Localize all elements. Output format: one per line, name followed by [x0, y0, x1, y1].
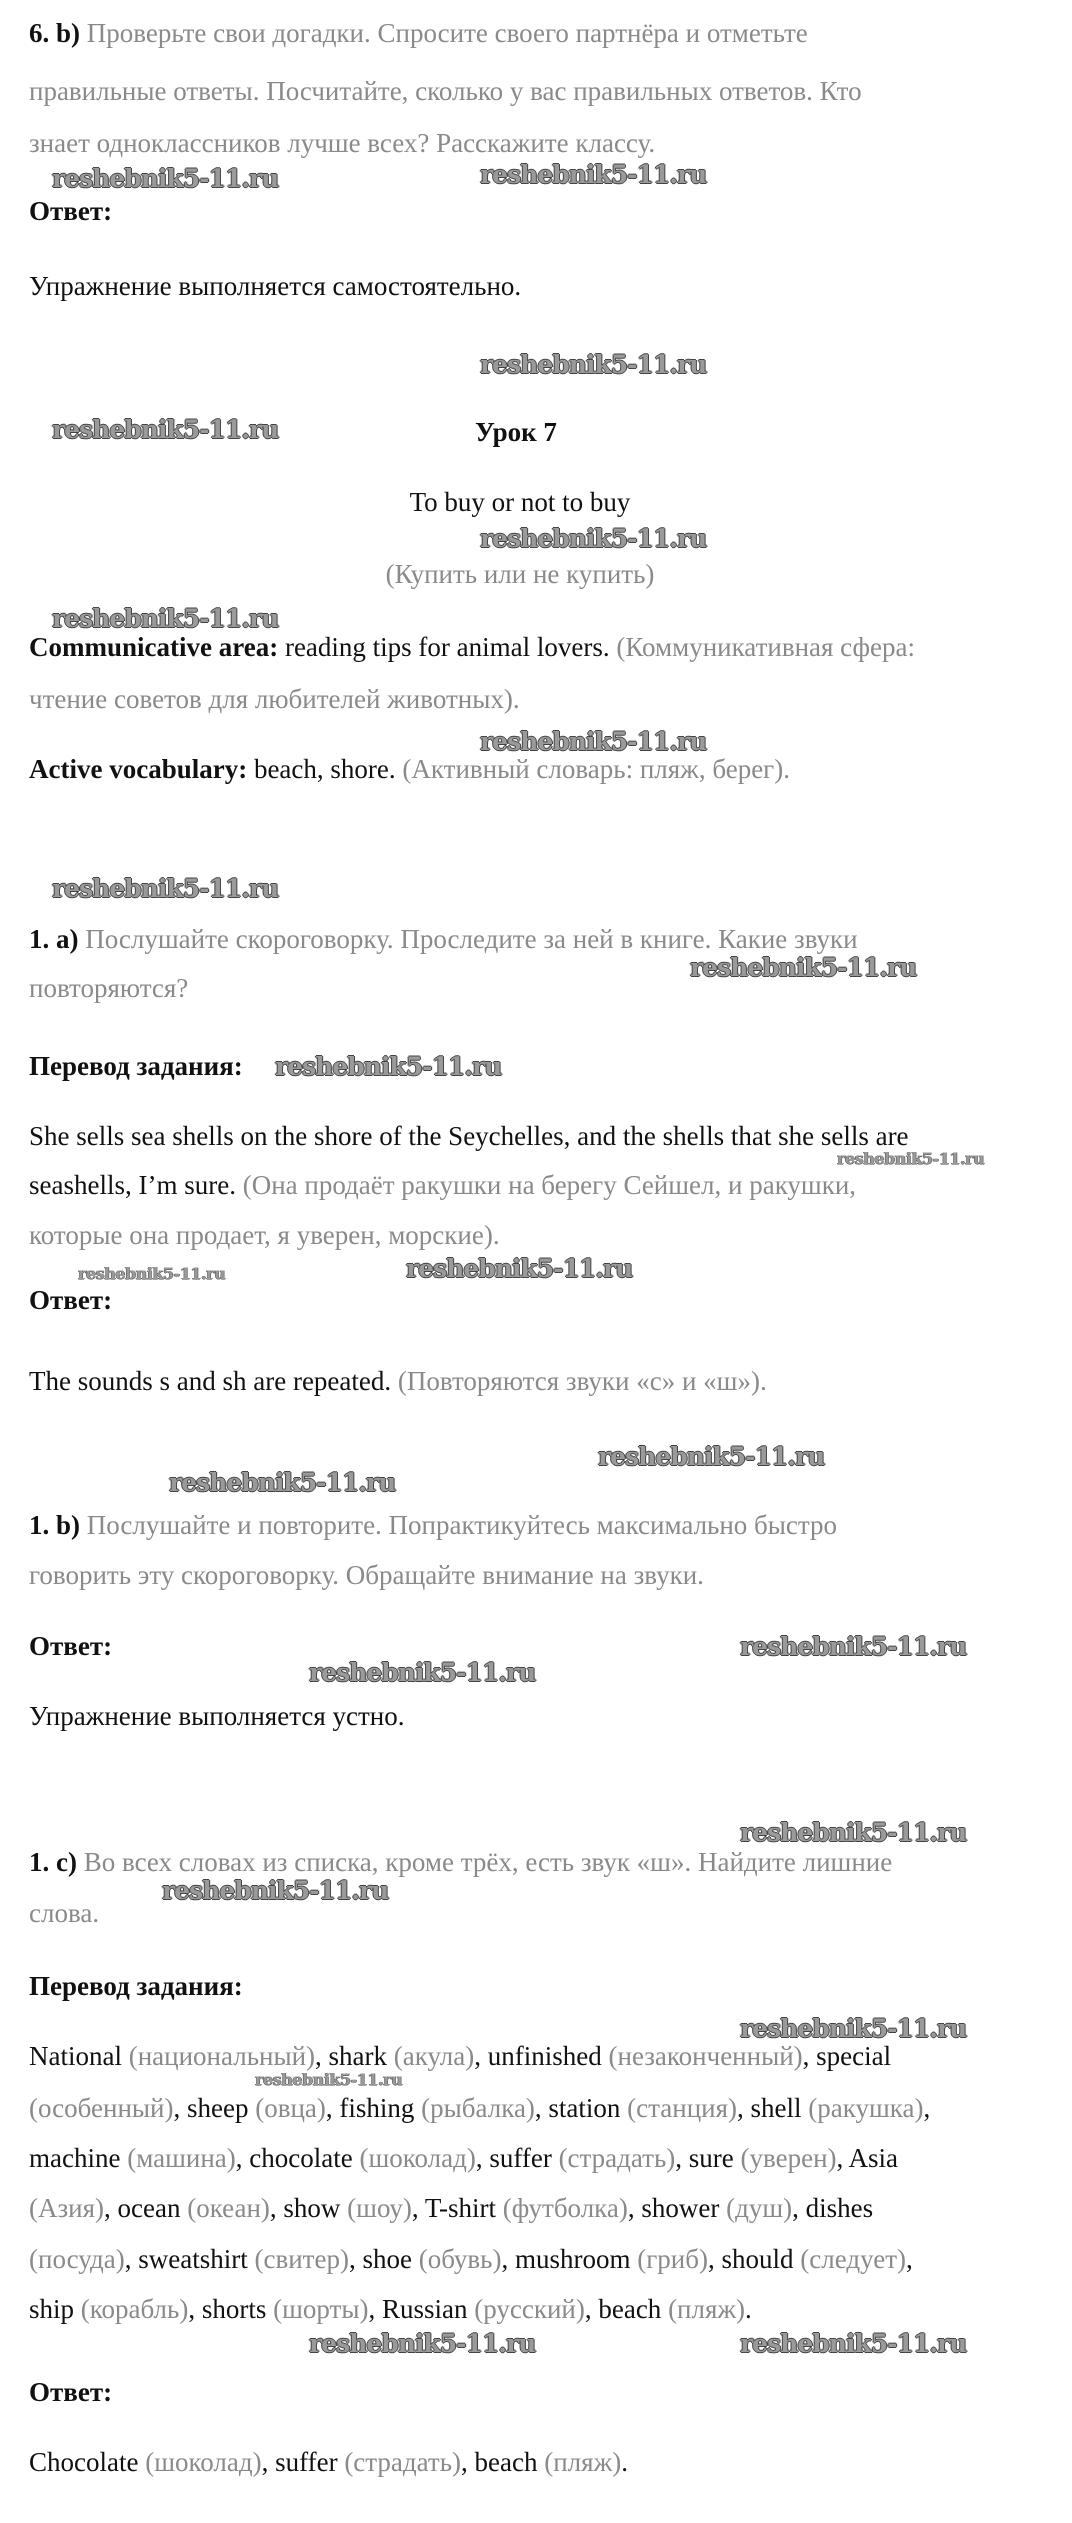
watermark: reshebnik5-11.ru — [598, 1442, 825, 1471]
translation-text: правильные ответы. Посчитайте, сколько у вас правильных ответов. Кто — [29, 76, 862, 106]
text-line — [29, 77, 862, 105]
main-text: . — [745, 2294, 752, 2324]
main-text: , fishing — [325, 2093, 415, 2123]
watermark: reshebnik5-11.ru — [52, 604, 279, 633]
translation-text: (шоколад) — [352, 2143, 476, 2173]
main-text: Chocolate — [29, 2447, 139, 2477]
main-text: , should — [707, 2244, 794, 2274]
watermark: reshebnik5-11.ru — [480, 727, 707, 756]
bold-label: 1. c) — [29, 1847, 77, 1877]
translation-text: Послушайте и повторите. Попрактикуйтесь максимально быстро — [80, 1510, 838, 1540]
text-line — [29, 1899, 99, 1927]
watermark: reshebnik5-11.ru — [690, 953, 917, 982]
text-line — [29, 1221, 500, 1249]
main-text: Упражнение выполняется устно. — [29, 1701, 405, 1731]
translation-text: (машина) — [120, 2143, 236, 2173]
text-line — [29, 925, 858, 953]
translation-text: слова. — [29, 1898, 100, 1928]
bold-label: Communicative area: — [29, 632, 279, 662]
translation-text: (шорты) — [266, 2294, 369, 2324]
text-line — [29, 633, 915, 661]
bold-label: Ответ: — [29, 1285, 113, 1315]
translation-text: (пляж) — [661, 2294, 746, 2324]
watermark: reshebnik5-11.ru — [52, 164, 279, 193]
bold-label: 1. b) — [29, 1510, 81, 1540]
translation-text: (акула) — [387, 2041, 475, 2071]
main-text: , station — [534, 2093, 621, 2123]
watermark: reshebnik5-11.ru — [740, 2329, 967, 2358]
translation-text: чтение советов для любителей животных). — [29, 684, 520, 714]
main-text: , shorts — [188, 2294, 267, 2324]
translation-text: (шоколад) — [138, 2447, 262, 2477]
lesson-title — [475, 418, 557, 446]
main-text: , show — [269, 2193, 341, 2223]
bold-label: Перевод задания: — [29, 1051, 243, 1081]
main-text: , — [923, 2093, 931, 2123]
main-text: , suffer — [475, 2143, 552, 2173]
answer-heading — [29, 1286, 112, 1314]
translation-text: (Азия) — [29, 2193, 105, 2223]
translation-text: (свитер) — [247, 2244, 349, 2274]
watermark: reshebnik5-11.ru — [837, 1149, 985, 1168]
answer-heading — [29, 197, 112, 225]
main-text: machine — [29, 2143, 121, 2173]
bold-label: Перевод задания: — [29, 1971, 243, 2001]
translation-heading — [29, 1052, 243, 1080]
translation-text: (посуда) — [29, 2244, 125, 2274]
bold-label: 1. a) — [29, 924, 79, 954]
watermark: reshebnik5-11.ru — [255, 2070, 403, 2089]
main-text: She sells sea shells on the shore of the Seychelles, and the shells that she sells are — [29, 1121, 909, 1151]
translation-text: (Она продаёт ракушки на берегу Сейшел, и ракушки, — [235, 1170, 857, 1200]
translation-text: (пляж) — [537, 2447, 622, 2477]
main-text: , suffer — [261, 2447, 338, 2477]
text-line — [29, 2448, 628, 2476]
translation-text: (футболка) — [495, 2193, 628, 2223]
text-line — [29, 2245, 913, 2273]
bold-label: Ответ: — [29, 2377, 113, 2407]
main-text: ship — [29, 2294, 75, 2324]
main-text: , unfinished — [474, 2041, 602, 2071]
translation-text: Проверьте свои догадки. Спросите своего партнёра и отметьте — [80, 18, 808, 48]
translation-text: (Коммуникативная сфера: — [609, 632, 915, 662]
translation-text: (душ) — [719, 2193, 793, 2223]
text-line — [29, 1171, 856, 1199]
watermark: reshebnik5-11.ru — [480, 350, 707, 379]
translation-text: (океан) — [180, 2193, 270, 2223]
main-text: , shark — [315, 2041, 388, 2071]
text-line — [29, 2042, 891, 2070]
answer-heading — [29, 1632, 112, 1660]
translation-text: говорить эту скороговорку. Обращайте внимание на звуки. — [29, 1560, 704, 1590]
text-line — [29, 1702, 404, 1730]
watermark: reshebnik5-11.ru — [52, 874, 279, 903]
main-text: , ocean — [104, 2193, 181, 2223]
watermark: reshebnik5-11.ru — [480, 524, 707, 553]
main-text: , sheep — [173, 2093, 249, 2123]
translation-text: знает одноклассников лучше всех? Расскажите классу. — [29, 128, 656, 158]
main-text: , special — [802, 2041, 892, 2071]
main-text: , shell — [737, 2093, 802, 2123]
main-text: The sounds s and sh are repeated. — [29, 1366, 392, 1396]
main-text: , chocolate — [235, 2143, 353, 2173]
translation-text: (незаконченный) — [601, 2041, 803, 2071]
main-text: , shoe — [348, 2244, 412, 2274]
main-text: reading tips for animal lovers. — [278, 632, 610, 662]
lesson-subtitle-translation — [386, 560, 655, 588]
main-text: , sweatshirt — [124, 2244, 248, 2274]
main-text: To buy or not to buy — [409, 487, 631, 517]
translation-text: (русский) — [467, 2294, 585, 2324]
main-text: , beach — [461, 2447, 538, 2477]
translation-text: (станция) — [620, 2093, 738, 2123]
translation-text: (гриб) — [630, 2244, 708, 2274]
main-text: , shower — [627, 2193, 720, 2223]
main-text: , mushroom — [501, 2244, 631, 2274]
translation-text: (национальный) — [121, 2041, 316, 2071]
text-line — [29, 2094, 930, 2122]
bold-label: Урок 7 — [475, 417, 557, 447]
main-text: , T-shirt — [411, 2193, 496, 2223]
text-line — [29, 755, 790, 783]
translation-heading — [29, 1972, 243, 2000]
text-line — [29, 1561, 704, 1589]
translation-text: Послушайте скороговорку. Проследите за ней в книге. Какие звуки — [78, 924, 858, 954]
bold-label: Ответ: — [29, 1631, 113, 1661]
main-text: National — [29, 2041, 122, 2071]
main-text: , — [905, 2244, 913, 2274]
text-line — [29, 1367, 767, 1395]
translation-text: (ракушка) — [801, 2093, 924, 2123]
text-line — [29, 2194, 873, 2222]
translation-text: (страдать) — [551, 2143, 676, 2173]
translation-text: (Повторяются звуки «с» и «ш»). — [391, 1366, 767, 1396]
watermark: reshebnik5-11.ru — [740, 1632, 967, 1661]
text-line — [29, 272, 521, 300]
main-text: seashells, I’m sure. — [29, 1170, 236, 1200]
main-text: , dishes — [792, 2193, 874, 2223]
translation-text: (Активный словарь: пляж, берег). — [395, 754, 790, 784]
text-line — [29, 974, 188, 1002]
translation-text: (особенный) — [29, 2093, 174, 2123]
watermark: reshebnik5-11.ru — [78, 1264, 226, 1283]
main-text: , beach — [584, 2294, 662, 2324]
bold-label: Ответ: — [29, 196, 113, 226]
text-line — [29, 2295, 752, 2323]
main-text: , Russian — [368, 2294, 468, 2324]
watermark: reshebnik5-11.ru — [480, 160, 707, 189]
main-text: , Asia — [836, 2143, 899, 2173]
translation-text: (следует) — [793, 2244, 906, 2274]
translation-text: (рыбалка) — [414, 2093, 535, 2123]
text-line — [29, 1511, 837, 1539]
translation-text: (шоу) — [340, 2193, 412, 2223]
main-text: . — [621, 2447, 628, 2477]
translation-text: (страдать) — [337, 2447, 462, 2477]
translation-text: Во всех словах из списка, кроме трёх, есть звук «ш». Найдите лишние — [76, 1847, 893, 1877]
watermark: reshebnik5-11.ru — [162, 1876, 389, 1905]
watermark: reshebnik5-11.ru — [275, 1052, 502, 1081]
translation-text: (Купить или не купить) — [385, 559, 655, 589]
main-text: Упражнение выполняется самостоятельно. — [29, 271, 522, 301]
watermark: reshebnik5-11.ru — [309, 1658, 536, 1687]
text-line — [29, 19, 808, 47]
translation-text: (корабль) — [74, 2294, 189, 2324]
lesson-subtitle — [410, 488, 631, 516]
text-line — [29, 2144, 898, 2172]
main-text: , sure — [675, 2143, 734, 2173]
translation-text: (обувь) — [411, 2244, 502, 2274]
translation-text: (овца) — [248, 2093, 326, 2123]
watermark: reshebnik5-11.ru — [309, 2329, 536, 2358]
translation-text: повторяются? — [29, 973, 189, 1003]
watermark: reshebnik5-11.ru — [52, 415, 279, 444]
translation-text: (уверен) — [733, 2143, 837, 2173]
main-text: beach, shore. — [247, 754, 396, 784]
watermark: reshebnik5-11.ru — [169, 1468, 396, 1497]
text-line — [29, 129, 655, 157]
text-line — [29, 1122, 909, 1150]
bold-label: 6. b) — [29, 18, 81, 48]
text-line — [29, 1848, 892, 1876]
watermark: reshebnik5-11.ru — [740, 1818, 967, 1847]
watermark: reshebnik5-11.ru — [740, 2014, 967, 2043]
text-line — [29, 685, 520, 713]
watermark: reshebnik5-11.ru — [406, 1254, 633, 1283]
translation-text: которые она продает, я уверен, морские). — [29, 1220, 500, 1250]
answer-heading — [29, 2378, 112, 2406]
bold-label: Active vocabulary: — [29, 754, 248, 784]
